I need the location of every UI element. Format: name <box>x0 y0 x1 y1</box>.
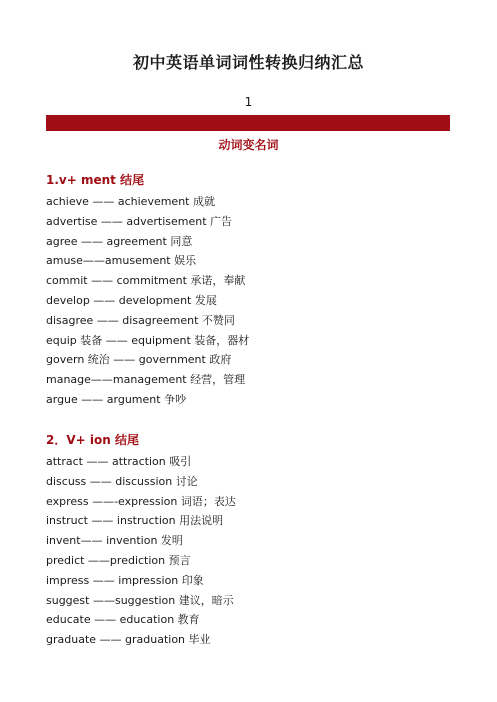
list-item: graduate —— graduation 毕业 <box>46 633 211 647</box>
list-item: commit —— commitment 承诺，奉献 <box>46 274 246 288</box>
section-header-bar <box>46 115 450 131</box>
list-item: develop —— development 发展 <box>46 293 217 307</box>
group-ment <box>46 170 466 410</box>
list-item: govern 统治 —— government 政府 <box>46 353 232 367</box>
page-number: 1 <box>244 95 253 109</box>
list-item: invent—— invention 发明 <box>46 534 183 548</box>
list-item: disagree —— disagreement 不赞同 <box>46 313 235 327</box>
list-item: suggest ——suggestion 建议，暗示 <box>46 593 234 607</box>
list-item: attract —— attraction 吸引 <box>46 455 192 468</box>
group-ion <box>46 430 466 650</box>
document-title: 初中英语单词词性转换归纳汇总 <box>132 53 364 72</box>
list-item: instruct —— instruction 用法说明 <box>46 514 224 528</box>
group-heading: 1.v+ ment 结尾 <box>46 173 145 187</box>
list-item: equip 装备 —— equipment 装备，器材 <box>46 333 250 347</box>
section-title: 动词变名词 <box>218 138 279 152</box>
list-item: advertise —— advertisement 广告 <box>46 214 233 228</box>
entry-list <box>46 192 466 410</box>
list-item: educate —— education 教育 <box>46 613 200 627</box>
list-item: discuss —— discussion 讨论 <box>46 474 198 488</box>
list-item: predict ——prediction 预言 <box>46 553 191 567</box>
list-item: agree —— agreement 同意 <box>46 234 193 248</box>
group-heading: 2．V+ ion 结尾 <box>46 433 139 447</box>
list-item: manage——management 经营，管理 <box>46 373 246 387</box>
list-item: express ——-expression 词语；表达 <box>46 494 236 508</box>
list-item: amuse——amusement 娱乐 <box>46 254 197 268</box>
list-item: argue —— argument 争吵 <box>46 392 187 406</box>
entry-list <box>46 452 466 650</box>
list-item: achieve —— achievement 成就 <box>46 195 215 208</box>
list-item: impress —— impression 印象 <box>46 573 204 587</box>
